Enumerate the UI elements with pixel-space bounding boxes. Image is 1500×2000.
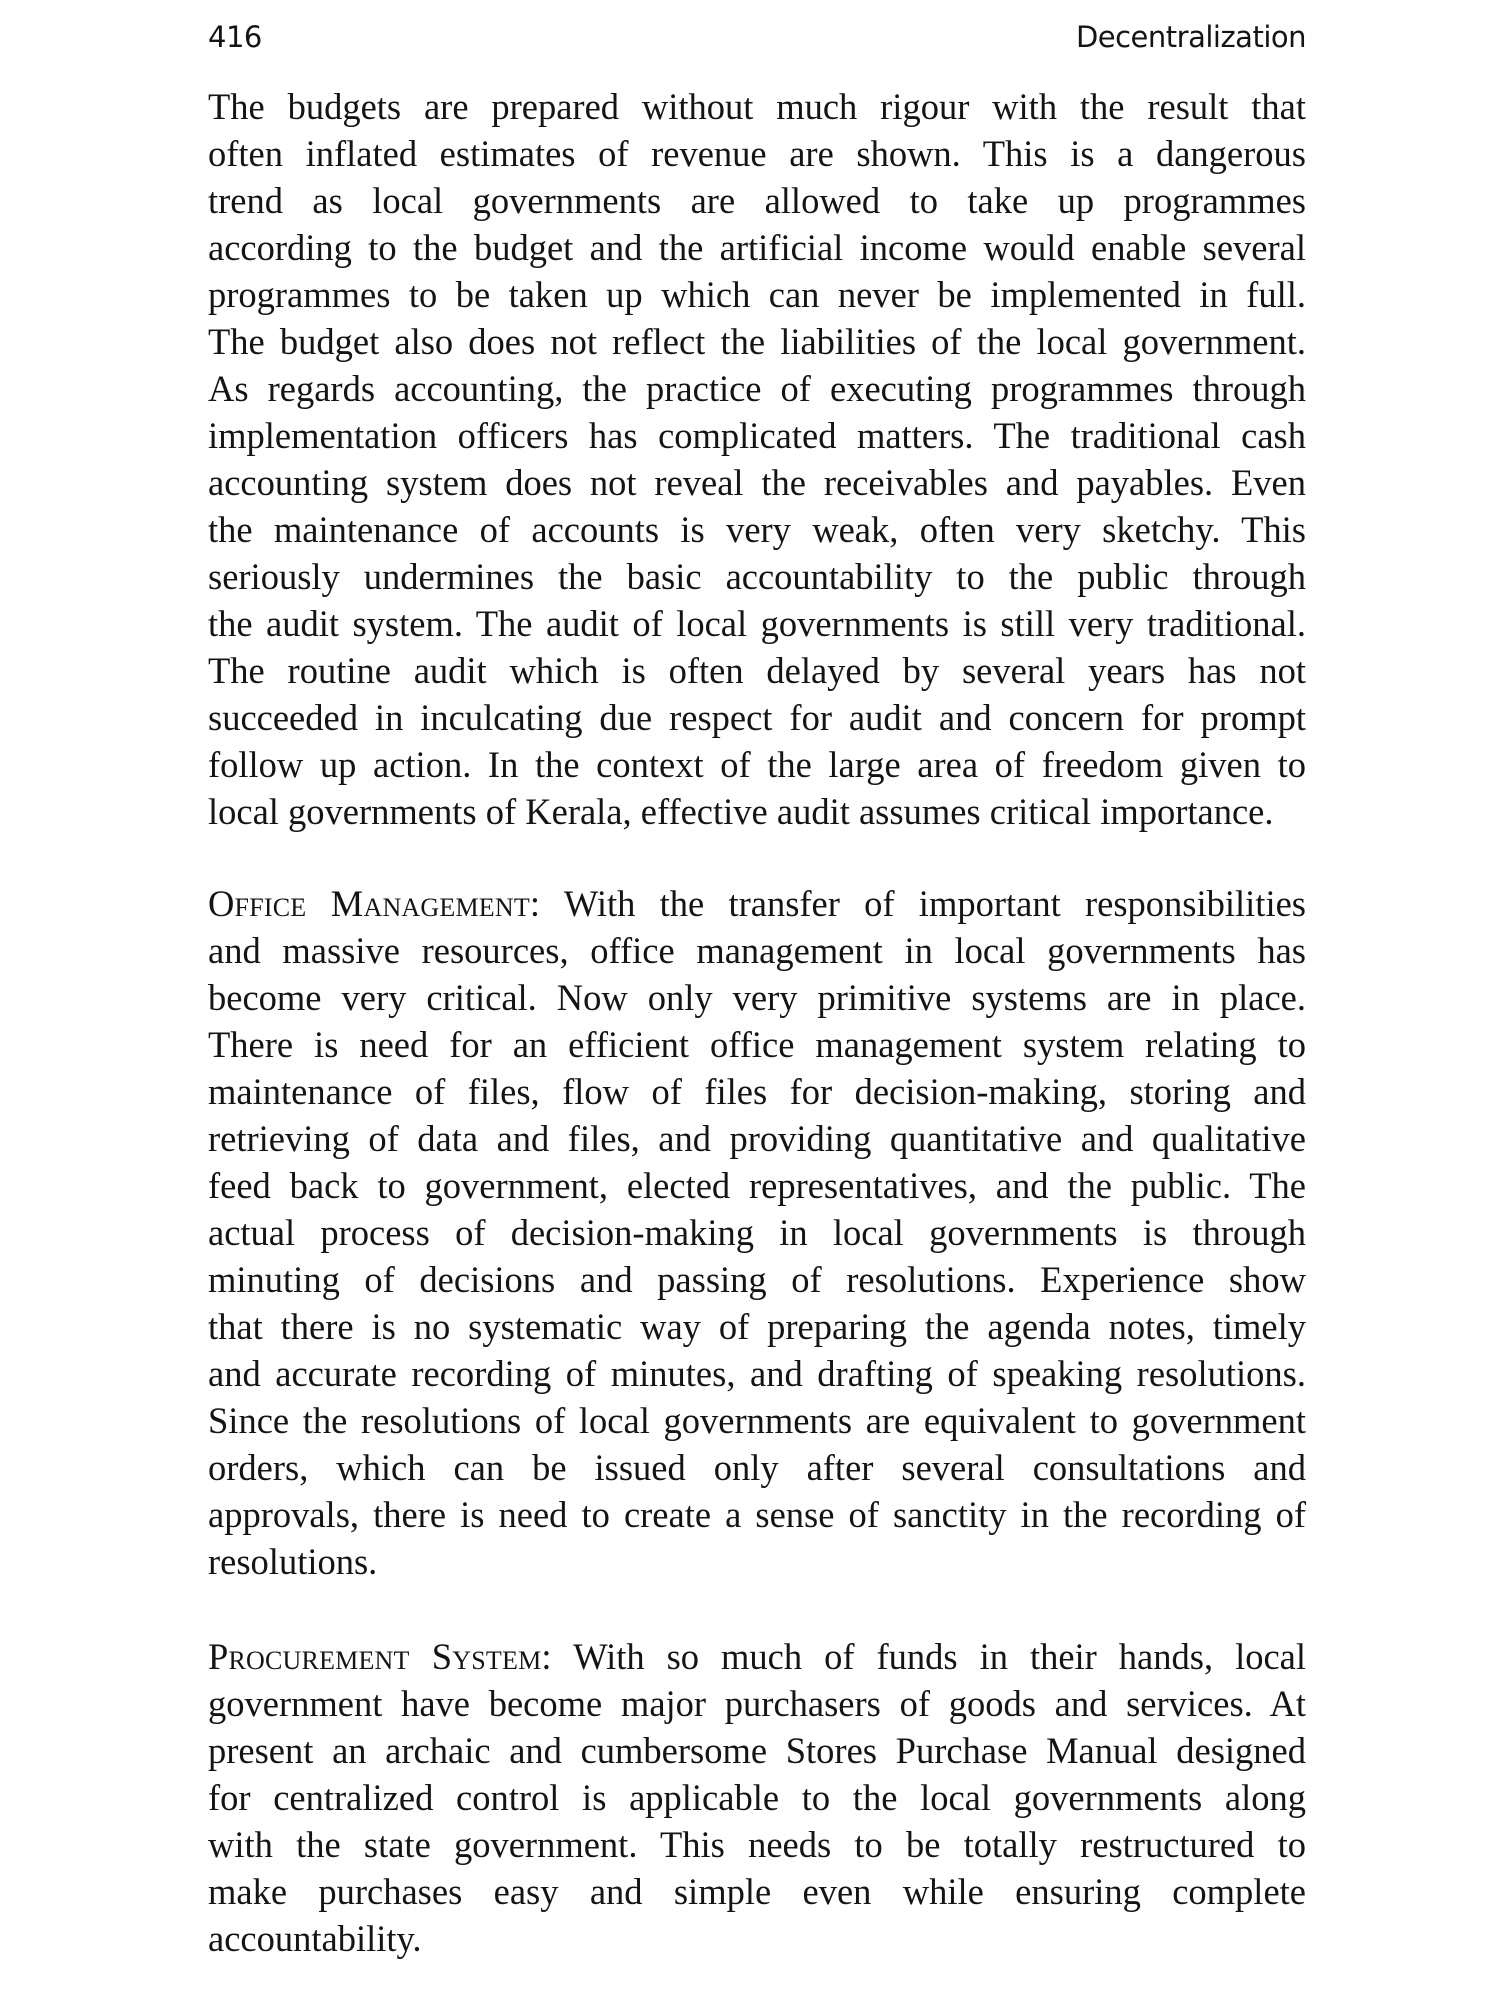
text-line: maintenance of files, flow of files for decision-making, storing and [208, 1071, 1306, 1112]
text-line: that there is no systematic way of preparing the agenda notes, timely [208, 1306, 1306, 1347]
text-line: There is need for an efficient office management system relating to [208, 1024, 1306, 1065]
text-line: trend as local governments are allowed to take up programmes [208, 180, 1306, 221]
text-line: actual process of decision-making in local governments is through [208, 1212, 1306, 1253]
text-line: approvals, there is need to create a sense of sanctity in the recording of [208, 1494, 1306, 1535]
text-line: and massive resources, office management in local governments has [208, 930, 1306, 971]
text-line: and accurate recording of minutes, and drafting of speaking resolutions. [208, 1353, 1306, 1394]
text-line: government have become major purchasers of goods and services. At [208, 1683, 1306, 1724]
paragraph-budget-accounting-audit [208, 83, 1306, 835]
text-line: accounting system does not reveal the receivables and payables. Even [208, 462, 1306, 503]
text-line: present an archaic and cumbersome Stores Purchase Manual designed [208, 1730, 1306, 1771]
paragraph-office-management [208, 880, 1306, 1585]
text-line [208, 880, 1306, 927]
running-title: Decentralization [1075, 20, 1306, 54]
line-text: With so much of funds in their hands, local [573, 1636, 1307, 1677]
text-line: minuting of decisions and passing of resolutions. Experience show [208, 1259, 1306, 1300]
text-line: make purchases easy and simple even while ensuring complete [208, 1871, 1306, 1912]
text-line: succeeded in inculcating due respect for audit and concern for prompt [208, 697, 1306, 738]
section-heading: Procurement System: [208, 1636, 552, 1677]
text-line: As regards accounting, the practice of executing programmes through [208, 368, 1306, 409]
text-line: orders, which can be issued only after several consultations and [208, 1447, 1306, 1488]
text-line: local governments of Kerala, effective audit assumes critical importance. [208, 791, 1274, 832]
text-line: with the state government. This needs to be totally restructured to [208, 1824, 1306, 1865]
section-heading: Office Management: [208, 883, 541, 924]
text-line: programmes to be taken up which can never be implemented in full. [208, 274, 1306, 315]
text-line: implementation officers has complicated matters. The traditional cash [208, 415, 1306, 456]
text-line: accountability. [208, 1918, 422, 1959]
text-line: feed back to government, elected representatives, and the public. The [208, 1165, 1306, 1206]
text-line: according to the budget and the artificial income would enable several [208, 227, 1306, 268]
page-number: 416 [208, 20, 262, 54]
text-line: retrieving of data and files, and providing quantitative and qualitative [208, 1118, 1306, 1159]
text-line: The budgets are prepared without much rigour with the result that [208, 86, 1306, 127]
text-line [208, 1633, 1306, 1680]
text-line: seriously undermines the basic accountability to the public through [208, 556, 1306, 597]
text-line: become very critical. Now only very primitive systems are in place. [208, 977, 1306, 1018]
line-text: With the transfer of important responsibilities [563, 883, 1306, 924]
text-line: the maintenance of accounts is very weak, often very sketchy. This [208, 509, 1306, 550]
text-line: often inflated estimates of revenue are shown. This is a dangerous [208, 133, 1306, 174]
text-line: the audit system. The audit of local governments is still very traditional. [208, 603, 1306, 644]
text-line: The routine audit which is often delayed by several years has not [208, 650, 1306, 691]
running-head [208, 10, 1306, 54]
text-line: follow up action. In the context of the large area of freedom given to [208, 744, 1306, 785]
paragraph-procurement-system [208, 1633, 1306, 1962]
text-line: resolutions. [208, 1541, 378, 1582]
text-line: Since the resolutions of local governments are equivalent to government [208, 1400, 1306, 1441]
text-line: for centralized control is applicable to the local governments along [208, 1777, 1306, 1818]
text-line: The budget also does not reflect the liabilities of the local government. [208, 321, 1306, 362]
